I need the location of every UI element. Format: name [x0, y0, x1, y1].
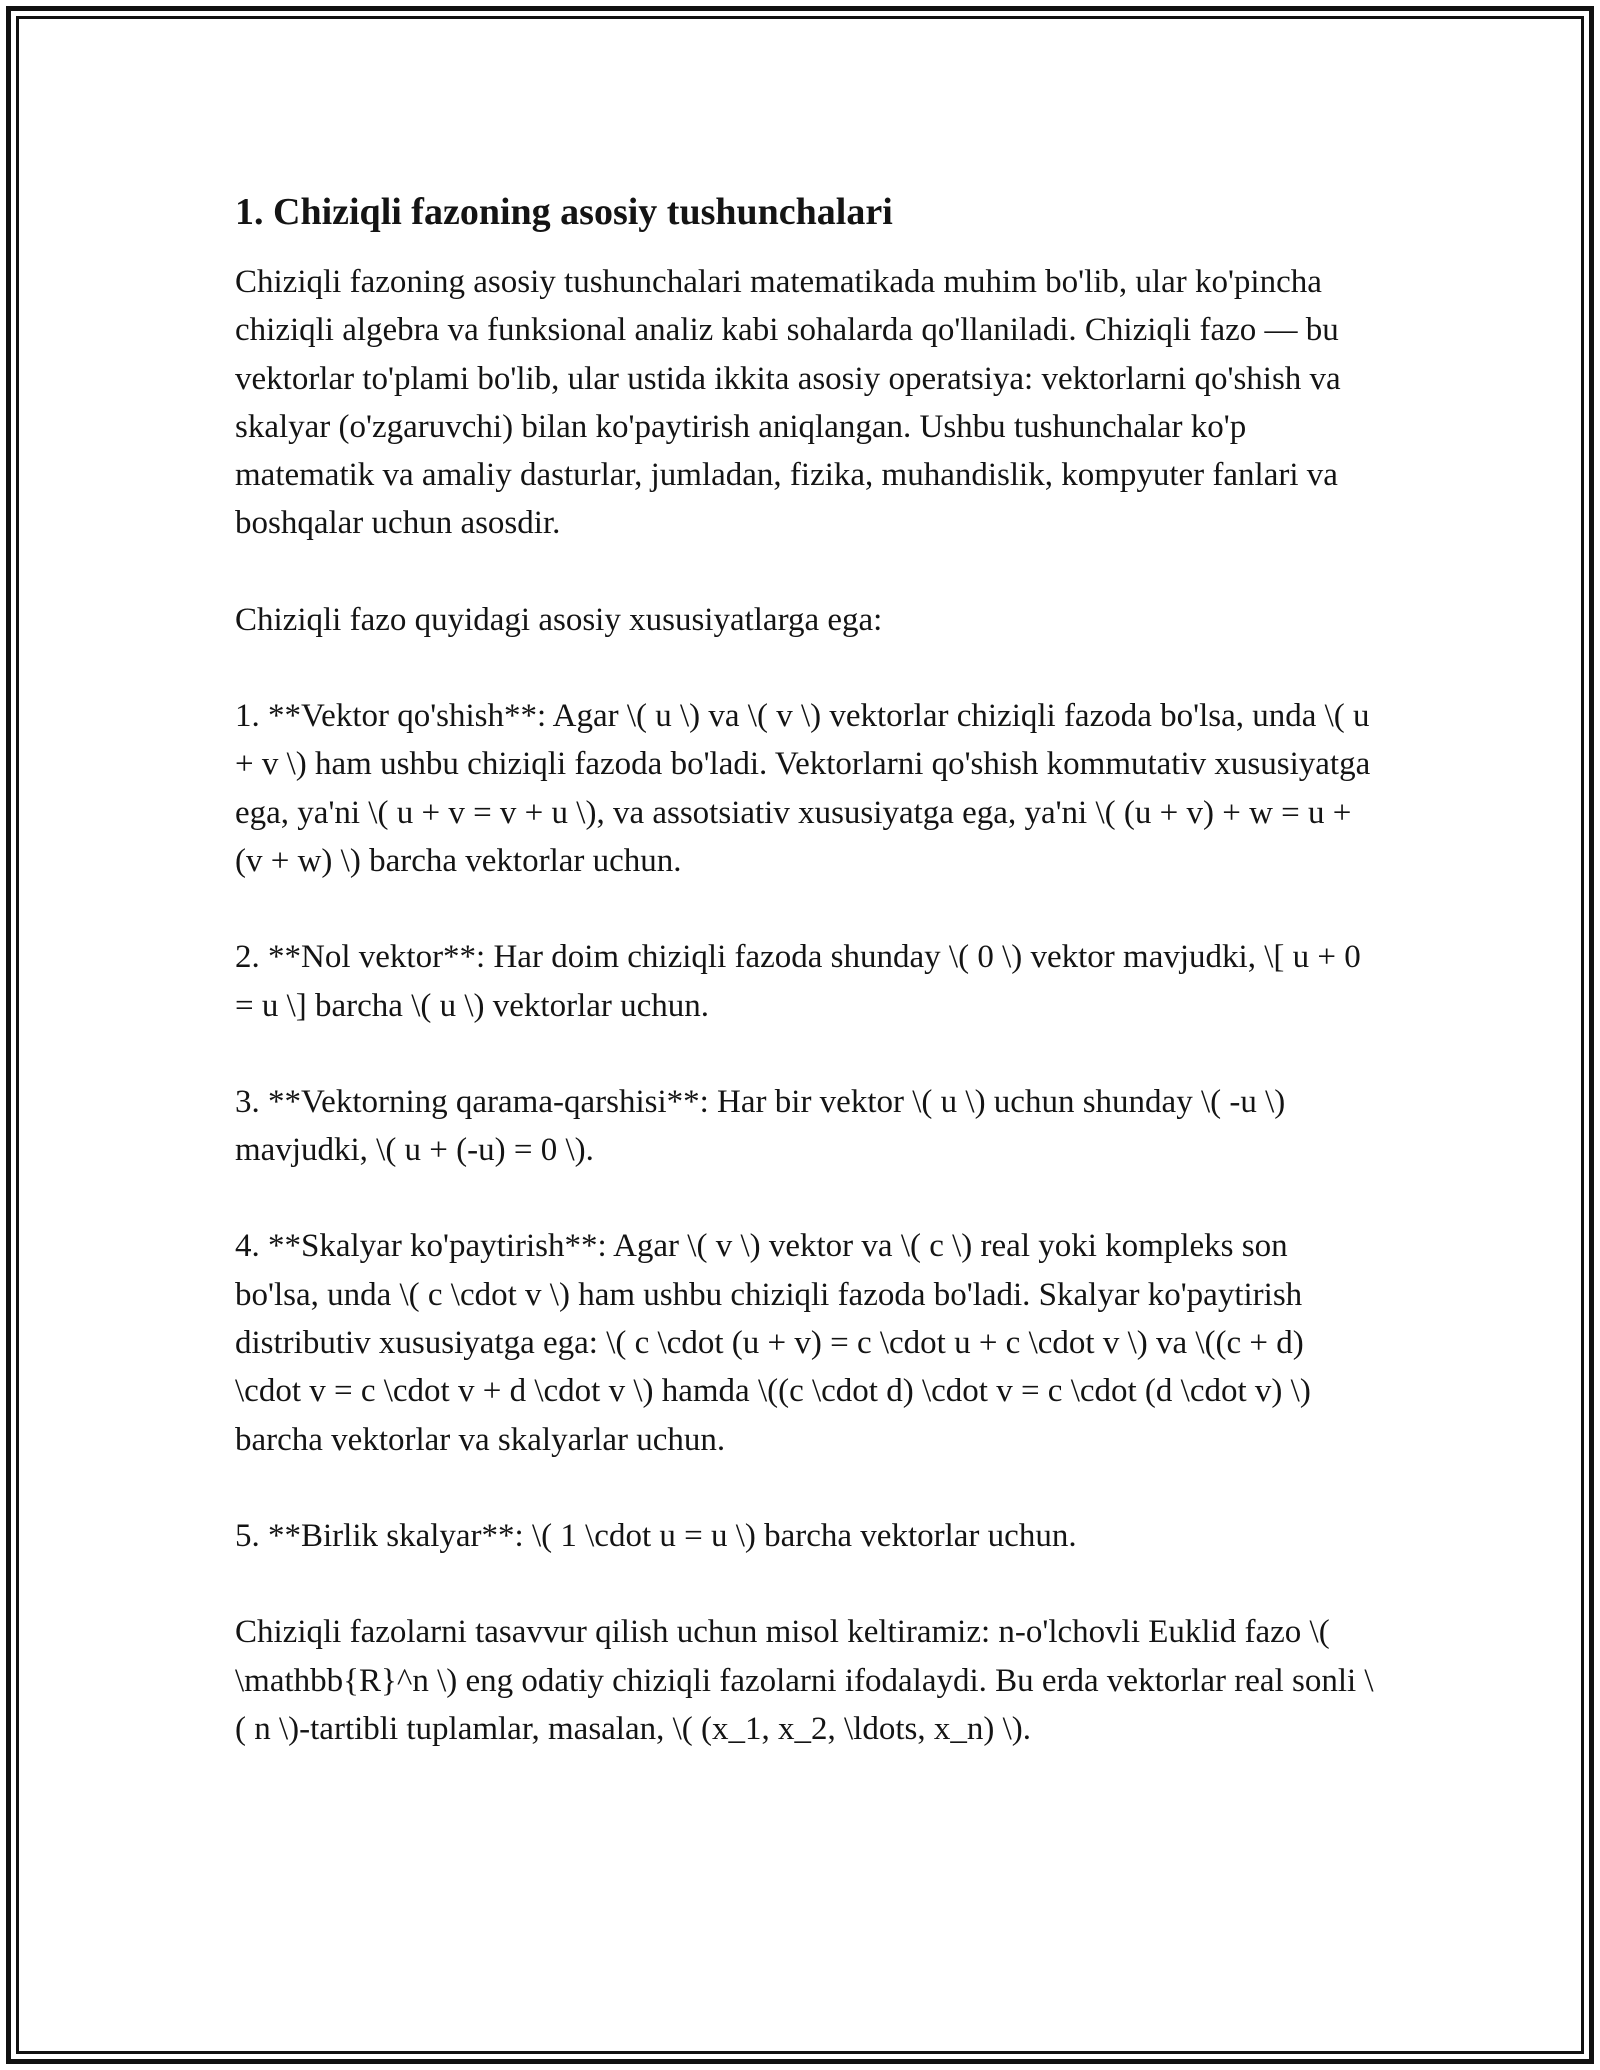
paragraph-properties-lead: Chiziqli fazo quyidagi asosiy xususiyatlarga ega:	[235, 601, 883, 638]
paragraph-zero-vector: 2. **Nol vektor**: Har doim chiziqli fazoda shunday \( 0 \) vektor mavjudki, \[ u + 0 = u \] barcha \( u \) vektorlar uchun.	[235, 939, 1361, 1024]
paragraph-scalar-multiplication: 4. **Skalyar ko'paytirish**: Agar \( v \) vektor va \( c \) real yoki kompleks son bo'lsa, unda \( c \cdot v \) ham ushbu chiziqli fazoda bo'ladi. Skalyar ko'paytirish distributiv xususiyatga ega: \( c \cdot (u + v) = c \cdot u + c \cdot v \) va \((c + d) \cdot v = c \cdot v + d \cdot v \) hamda \((c \cdot d) \cdot v = c \cdot (d \cdot v) \) barcha vektorlar va skalyarlar uchun.	[235, 1228, 1311, 1458]
document-body	[235, 187, 1375, 1753]
paragraph-unit-scalar: 5. **Birlik skalyar**: \( 1 \cdot u = u \) barcha vektorlar uchun.	[235, 1517, 1077, 1554]
paragraph-euclidean-example: Chiziqli fazolarni tasavvur qilish uchun misol keltiramiz: n-o'lchovli Euklid fazo \( \mathbb{R}^n \) eng odatiy chiziqli fazolarni ifodalaydi. Bu erda vektorlar real sonli \( n \)-tartibli tuplamlar, masalan, \( (x_1, x_2, \ldots, x_n) \).	[235, 1614, 1374, 1747]
paragraph-additive-inverse: 3. **Vektorning qarama-qarshisi**: Har bir vektor \( u \) uchun shunday \( -u \) mavjudki, \( u + (-u) = 0 \).	[235, 1083, 1286, 1169]
section-title: 1. Chiziqli fazoning asosiy tushunchalari	[235, 191, 893, 233]
paragraph-vector-addition: 1. **Vektor qo'shish**: Agar \( u \) va \( v \) vektorlar chiziqli fazoda bo'lsa, unda \( u + v \) ham ushbu chiziqli fazoda bo'ladi. Vektorlarni qo'shish kommutativ xususiyatga ega, ya'ni \( u + v = v + u \), va assotsiativ xususiyatga ega, ya'ni \( (u + v) + w = u + (v + w) \) barcha vektorlar uchun.	[235, 698, 1371, 879]
paragraph-intro: Chiziqli fazoning asosiy tushunchalari matematikada muhim bo'lib, ular ko'pincha chiziqli algebra va funksional analiz kabi sohalarda qo'llaniladi. Chiziqli fazo — bu vektorlar to'plami bo'lib, ular ustida ikkita asosiy operatsiya: vektorlarni qo'shish va skalyar (o'zgaruvchi) bilan ko'paytirish aniqlangan. Ushbu tushunchalar ko'p matematik va amaliy dasturlar, jumladan, fizika, muhandislik, kompyuter fanlari va boshqalar uchun asosdir.	[235, 264, 1341, 542]
